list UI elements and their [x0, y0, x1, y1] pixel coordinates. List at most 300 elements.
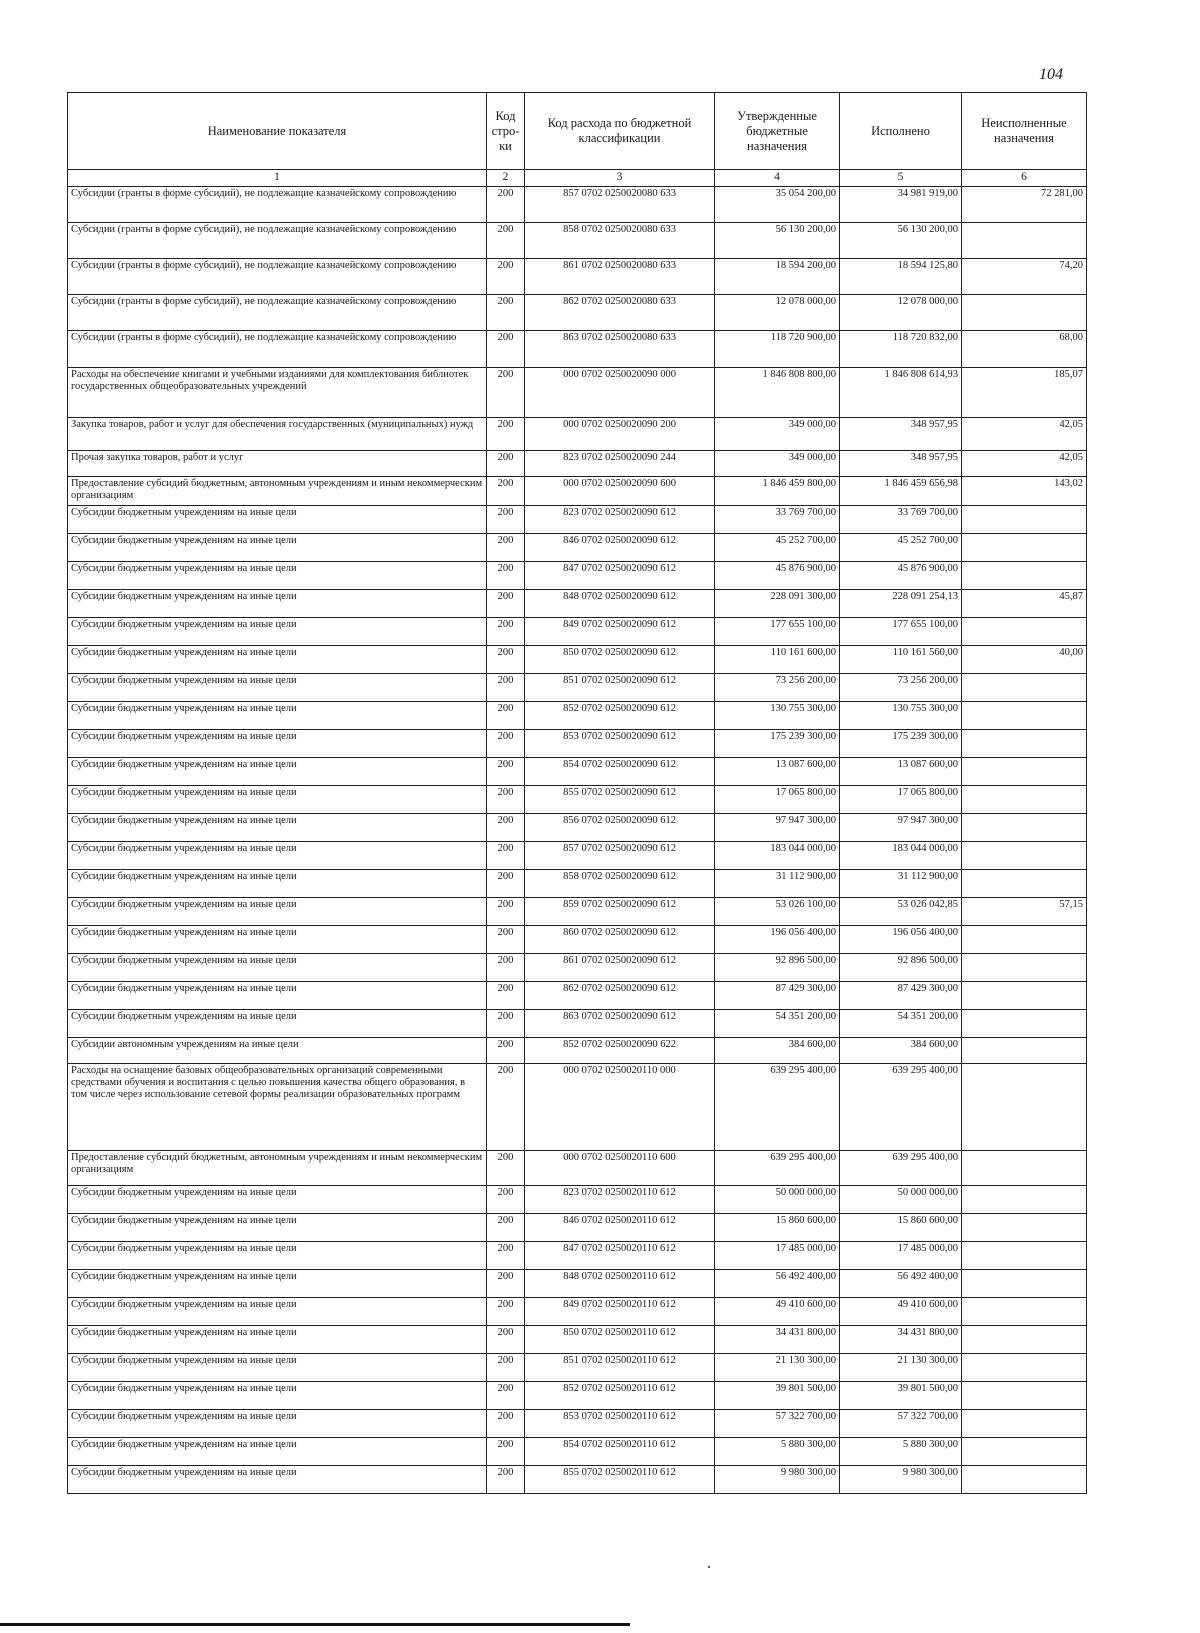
- row-approved: 639 295 400,00: [715, 1064, 840, 1151]
- row-unexecuted: [962, 1466, 1087, 1494]
- table-row: [68, 331, 1087, 368]
- header-approved: Утвержденные бюджетные назначения: [715, 93, 840, 170]
- table-row: [68, 1270, 1087, 1298]
- column-number-row: [68, 170, 1087, 187]
- row-approved: 1 846 808 800,00: [715, 368, 840, 418]
- row-name: Предоставление субсидий бюджетным, автономным учреждениям и иным некоммерческим организациям: [68, 477, 487, 506]
- row-approved: 45 876 900,00: [715, 562, 840, 590]
- table-row: [68, 1326, 1087, 1354]
- row-executed: 1 846 808 614,93: [840, 368, 962, 418]
- row-executed: 97 947 300,00: [840, 814, 962, 842]
- table-row: [68, 451, 1087, 477]
- row-kbk: 848 0702 0250020090 612: [525, 590, 715, 618]
- header-unexecuted: Неисполненные назначения: [962, 93, 1087, 170]
- row-approved: 35 054 200,00: [715, 187, 840, 223]
- row-code: 200: [487, 618, 525, 646]
- row-approved: 1 846 459 800,00: [715, 477, 840, 506]
- row-kbk: 823 0702 0250020090 612: [525, 506, 715, 534]
- row-unexecuted: 40,00: [962, 646, 1087, 674]
- row-kbk: 859 0702 0250020090 612: [525, 898, 715, 926]
- row-name: Субсидии бюджетным учреждениям на иные цели: [68, 1214, 487, 1242]
- row-unexecuted: [962, 562, 1087, 590]
- row-kbk: 854 0702 0250020110 612: [525, 1438, 715, 1466]
- row-kbk: 000 0702 0250020090 600: [525, 477, 715, 506]
- row-executed: 17 485 000,00: [840, 1242, 962, 1270]
- table-row: [68, 1354, 1087, 1382]
- row-code: 200: [487, 1298, 525, 1326]
- row-code: 200: [487, 187, 525, 223]
- header-row: [68, 93, 1087, 170]
- row-approved: 57 322 700,00: [715, 1410, 840, 1438]
- table-body: [68, 187, 1087, 1494]
- table-row: [68, 1438, 1087, 1466]
- row-unexecuted: [962, 1438, 1087, 1466]
- table-row: [68, 842, 1087, 870]
- row-code: 200: [487, 1151, 525, 1186]
- table-row: [68, 730, 1087, 758]
- row-approved: 18 594 200,00: [715, 259, 840, 295]
- row-code: 200: [487, 590, 525, 618]
- row-name: Субсидии бюджетным учреждениям на иные цели: [68, 674, 487, 702]
- row-name: Закупка товаров, работ и услуг для обеспечения государственных (муниципальных) нужд: [68, 418, 487, 451]
- row-approved: 33 769 700,00: [715, 506, 840, 534]
- row-unexecuted: [962, 534, 1087, 562]
- row-name: Расходы на оснащение базовых общеобразовательных организаций современными средствами обучения и воспитания с целью повышения качества общего образования, в том числе через использование сетевой формы реализации образовательных программ: [68, 1064, 487, 1151]
- row-executed: 17 065 800,00: [840, 786, 962, 814]
- row-unexecuted: [962, 1186, 1087, 1214]
- row-name: Предоставление субсидий бюджетным, автономным учреждениям и иным некоммерческим организациям: [68, 1151, 487, 1186]
- row-code: 200: [487, 295, 525, 331]
- row-kbk: 847 0702 0250020110 612: [525, 1242, 715, 1270]
- table-row: [68, 1410, 1087, 1438]
- row-name: Субсидии бюджетным учреждениям на иные цели: [68, 814, 487, 842]
- row-kbk: 861 0702 0250020080 633: [525, 259, 715, 295]
- row-code: 200: [487, 1064, 525, 1151]
- row-executed: 21 130 300,00: [840, 1354, 962, 1382]
- row-approved: 183 044 000,00: [715, 842, 840, 870]
- table-row: [68, 534, 1087, 562]
- table-row: [68, 259, 1087, 295]
- table-row: [68, 1010, 1087, 1038]
- row-unexecuted: [962, 786, 1087, 814]
- row-kbk: 849 0702 0250020110 612: [525, 1298, 715, 1326]
- row-unexecuted: [962, 1038, 1087, 1064]
- row-name: Субсидии бюджетным учреждениям на иные цели: [68, 926, 487, 954]
- row-approved: 9 980 300,00: [715, 1466, 840, 1494]
- header-code: Код стро-ки: [487, 93, 525, 170]
- row-name: Прочая закупка товаров, работ и услуг: [68, 451, 487, 477]
- row-code: 200: [487, 1326, 525, 1354]
- row-executed: 33 769 700,00: [840, 506, 962, 534]
- row-executed: 15 860 600,00: [840, 1214, 962, 1242]
- row-unexecuted: 143,02: [962, 477, 1087, 506]
- row-unexecuted: [962, 295, 1087, 331]
- row-approved: 5 880 300,00: [715, 1438, 840, 1466]
- row-kbk: 851 0702 0250020090 612: [525, 674, 715, 702]
- table-row: [68, 295, 1087, 331]
- row-executed: 228 091 254,13: [840, 590, 962, 618]
- row-code: 200: [487, 982, 525, 1010]
- row-executed: 5 880 300,00: [840, 1438, 962, 1466]
- row-unexecuted: [962, 223, 1087, 259]
- row-unexecuted: [962, 842, 1087, 870]
- row-name: Субсидии бюджетным учреждениям на иные цели: [68, 1466, 487, 1494]
- column-number: 6: [962, 170, 1087, 187]
- column-number: 5: [840, 170, 962, 187]
- row-code: 200: [487, 702, 525, 730]
- row-approved: 196 056 400,00: [715, 926, 840, 954]
- row-approved: 50 000 000,00: [715, 1186, 840, 1214]
- row-code: 200: [487, 1354, 525, 1382]
- row-executed: 384 600,00: [840, 1038, 962, 1064]
- column-number: 2: [487, 170, 525, 187]
- row-executed: 1 846 459 656,98: [840, 477, 962, 506]
- row-name: Субсидии (гранты в форме субсидий), не подлежащие казначейскому сопровождению: [68, 187, 487, 223]
- table-row: [68, 870, 1087, 898]
- row-unexecuted: 72 281,00: [962, 187, 1087, 223]
- row-code: 200: [487, 730, 525, 758]
- row-approved: 130 755 300,00: [715, 702, 840, 730]
- row-executed: 348 957,95: [840, 451, 962, 477]
- row-executed: 348 957,95: [840, 418, 962, 451]
- row-name: Субсидии бюджетным учреждениям на иные цели: [68, 1010, 487, 1038]
- row-executed: 92 896 500,00: [840, 954, 962, 982]
- row-approved: 228 091 300,00: [715, 590, 840, 618]
- row-kbk: 858 0702 0250020090 612: [525, 870, 715, 898]
- row-kbk: 857 0702 0250020090 612: [525, 842, 715, 870]
- row-code: 200: [487, 506, 525, 534]
- row-unexecuted: [962, 982, 1087, 1010]
- row-name: Субсидии бюджетным учреждениям на иные цели: [68, 730, 487, 758]
- row-code: 200: [487, 758, 525, 786]
- row-kbk: 861 0702 0250020090 612: [525, 954, 715, 982]
- row-approved: 349 000,00: [715, 418, 840, 451]
- row-unexecuted: 74,20: [962, 259, 1087, 295]
- row-approved: 56 492 400,00: [715, 1270, 840, 1298]
- row-approved: 87 429 300,00: [715, 982, 840, 1010]
- row-code: 200: [487, 926, 525, 954]
- row-kbk: 849 0702 0250020090 612: [525, 618, 715, 646]
- row-code: 200: [487, 1010, 525, 1038]
- row-executed: 45 876 900,00: [840, 562, 962, 590]
- row-code: 200: [487, 534, 525, 562]
- row-name: Субсидии бюджетным учреждениям на иные цели: [68, 618, 487, 646]
- column-number: 4: [715, 170, 840, 187]
- row-name: Субсидии бюджетным учреждениям на иные цели: [68, 1438, 487, 1466]
- row-approved: 97 947 300,00: [715, 814, 840, 842]
- row-unexecuted: [962, 1270, 1087, 1298]
- row-kbk: 853 0702 0250020090 612: [525, 730, 715, 758]
- row-executed: 9 980 300,00: [840, 1466, 962, 1494]
- row-executed: 13 087 600,00: [840, 758, 962, 786]
- row-approved: 349 000,00: [715, 451, 840, 477]
- row-executed: 53 026 042,85: [840, 898, 962, 926]
- row-executed: 87 429 300,00: [840, 982, 962, 1010]
- row-name: Субсидии бюджетным учреждениям на иные цели: [68, 982, 487, 1010]
- row-kbk: 862 0702 0250020080 633: [525, 295, 715, 331]
- row-executed: 39 801 500,00: [840, 1382, 962, 1410]
- row-kbk: 855 0702 0250020090 612: [525, 786, 715, 814]
- row-name: Субсидии бюджетным учреждениям на иные цели: [68, 842, 487, 870]
- row-unexecuted: [962, 758, 1087, 786]
- row-kbk: 850 0702 0250020110 612: [525, 1326, 715, 1354]
- row-name: Субсидии бюджетным учреждениям на иные цели: [68, 590, 487, 618]
- table-row: [68, 674, 1087, 702]
- row-unexecuted: [962, 1010, 1087, 1038]
- row-unexecuted: [962, 506, 1087, 534]
- row-executed: 45 252 700,00: [840, 534, 962, 562]
- row-unexecuted: [962, 870, 1087, 898]
- row-name: Субсидии бюджетным учреждениям на иные цели: [68, 898, 487, 926]
- row-kbk: 860 0702 0250020090 612: [525, 926, 715, 954]
- row-unexecuted: [962, 1298, 1087, 1326]
- row-approved: 54 351 200,00: [715, 1010, 840, 1038]
- row-kbk: 853 0702 0250020110 612: [525, 1410, 715, 1438]
- row-unexecuted: [962, 1410, 1087, 1438]
- row-code: 200: [487, 870, 525, 898]
- table-row: [68, 1382, 1087, 1410]
- row-approved: 53 026 100,00: [715, 898, 840, 926]
- row-unexecuted: 45,87: [962, 590, 1087, 618]
- column-number: 3: [525, 170, 715, 187]
- row-executed: 175 239 300,00: [840, 730, 962, 758]
- row-executed: 183 044 000,00: [840, 842, 962, 870]
- row-code: 200: [487, 898, 525, 926]
- row-kbk: 858 0702 0250020080 633: [525, 223, 715, 259]
- row-code: 200: [487, 477, 525, 506]
- row-approved: 384 600,00: [715, 1038, 840, 1064]
- row-kbk: 852 0702 0250020090 612: [525, 702, 715, 730]
- row-unexecuted: [962, 1214, 1087, 1242]
- table-row: [68, 926, 1087, 954]
- row-unexecuted: [962, 1064, 1087, 1151]
- row-unexecuted: [962, 730, 1087, 758]
- row-approved: 13 087 600,00: [715, 758, 840, 786]
- row-name: Субсидии бюджетным учреждениям на иные цели: [68, 870, 487, 898]
- row-code: 200: [487, 786, 525, 814]
- table-row: [68, 646, 1087, 674]
- row-name: Субсидии бюджетным учреждениям на иные цели: [68, 1242, 487, 1270]
- table-row: [68, 1214, 1087, 1242]
- row-kbk: 857 0702 0250020080 633: [525, 187, 715, 223]
- table-row: [68, 1466, 1087, 1494]
- row-unexecuted: 185,07: [962, 368, 1087, 418]
- row-name: Субсидии бюджетным учреждениям на иные цели: [68, 758, 487, 786]
- table-row: [68, 1151, 1087, 1186]
- table-row: [68, 590, 1087, 618]
- row-kbk: 862 0702 0250020090 612: [525, 982, 715, 1010]
- row-executed: 50 000 000,00: [840, 1186, 962, 1214]
- row-name: Субсидии бюджетным учреждениям на иные цели: [68, 1382, 487, 1410]
- row-kbk: 854 0702 0250020090 612: [525, 758, 715, 786]
- row-kbk: 851 0702 0250020110 612: [525, 1354, 715, 1382]
- table-row: [68, 982, 1087, 1010]
- row-code: 200: [487, 368, 525, 418]
- row-unexecuted: 68,00: [962, 331, 1087, 368]
- row-unexecuted: [962, 1382, 1087, 1410]
- row-executed: 31 112 900,00: [840, 870, 962, 898]
- row-executed: 130 755 300,00: [840, 702, 962, 730]
- row-kbk: 000 0702 0250020110 000: [525, 1064, 715, 1151]
- budget-execution-table: [67, 92, 1087, 1494]
- row-approved: 34 431 800,00: [715, 1326, 840, 1354]
- table-row: [68, 954, 1087, 982]
- header-kbk: Код расхода по бюджетной классификации: [525, 93, 715, 170]
- table-row: [68, 702, 1087, 730]
- row-kbk: 846 0702 0250020110 612: [525, 1214, 715, 1242]
- table-row: [68, 1242, 1087, 1270]
- row-executed: 118 720 832,00: [840, 331, 962, 368]
- row-code: 200: [487, 451, 525, 477]
- row-kbk: 850 0702 0250020090 612: [525, 646, 715, 674]
- row-code: 200: [487, 646, 525, 674]
- row-code: 200: [487, 1410, 525, 1438]
- row-executed: 639 295 400,00: [840, 1151, 962, 1186]
- row-kbk: 848 0702 0250020110 612: [525, 1270, 715, 1298]
- row-code: 200: [487, 1270, 525, 1298]
- row-executed: 18 594 125,80: [840, 259, 962, 295]
- row-kbk: 855 0702 0250020110 612: [525, 1466, 715, 1494]
- row-executed: 12 078 000,00: [840, 295, 962, 331]
- row-executed: 57 322 700,00: [840, 1410, 962, 1438]
- row-approved: 73 256 200,00: [715, 674, 840, 702]
- row-executed: 49 410 600,00: [840, 1298, 962, 1326]
- row-executed: 196 056 400,00: [840, 926, 962, 954]
- row-kbk: 852 0702 0250020090 622: [525, 1038, 715, 1064]
- table-row: [68, 223, 1087, 259]
- row-kbk: 823 0702 0250020090 244: [525, 451, 715, 477]
- table-row: [68, 562, 1087, 590]
- row-code: 200: [487, 1186, 525, 1214]
- row-name: Субсидии бюджетным учреждениям на иные цели: [68, 534, 487, 562]
- row-unexecuted: [962, 954, 1087, 982]
- row-name: Субсидии бюджетным учреждениям на иные цели: [68, 1298, 487, 1326]
- row-approved: 45 252 700,00: [715, 534, 840, 562]
- row-executed: 34 981 919,00: [840, 187, 962, 223]
- row-code: 200: [487, 223, 525, 259]
- table-row: [68, 1298, 1087, 1326]
- row-kbk: 000 0702 0250020110 600: [525, 1151, 715, 1186]
- row-name: Субсидии бюджетным учреждениям на иные цели: [68, 646, 487, 674]
- row-name: Субсидии бюджетным учреждениям на иные цели: [68, 954, 487, 982]
- row-name: Субсидии (гранты в форме субсидий), не подлежащие казначейскому сопровождению: [68, 259, 487, 295]
- row-approved: 12 078 000,00: [715, 295, 840, 331]
- row-name: Расходы на обеспечение книгами и учебными изданиями для комплектования библиотек государственных общеобразовательных учреждений: [68, 368, 487, 418]
- row-code: 200: [487, 674, 525, 702]
- row-code: 200: [487, 331, 525, 368]
- row-kbk: 000 0702 0250020090 200: [525, 418, 715, 451]
- header-executed: Исполнено: [840, 93, 962, 170]
- row-unexecuted: [962, 926, 1087, 954]
- row-code: 200: [487, 1214, 525, 1242]
- row-approved: 39 801 500,00: [715, 1382, 840, 1410]
- row-unexecuted: [962, 1326, 1087, 1354]
- row-approved: 17 065 800,00: [715, 786, 840, 814]
- row-executed: 639 295 400,00: [840, 1064, 962, 1151]
- table-row: [68, 758, 1087, 786]
- row-executed: 54 351 200,00: [840, 1010, 962, 1038]
- row-unexecuted: [962, 1354, 1087, 1382]
- table-row: [68, 477, 1087, 506]
- header-name: Наименование показателя: [68, 93, 487, 170]
- row-name: Субсидии бюджетным учреждениям на иные цели: [68, 1186, 487, 1214]
- row-executed: 56 492 400,00: [840, 1270, 962, 1298]
- row-executed: 56 130 200,00: [840, 223, 962, 259]
- table-row: [68, 786, 1087, 814]
- row-unexecuted: [962, 702, 1087, 730]
- row-code: 200: [487, 259, 525, 295]
- row-unexecuted: [962, 618, 1087, 646]
- row-name: Субсидии (гранты в форме субсидий), не подлежащие казначейскому сопровождению: [68, 295, 487, 331]
- row-name: Субсидии бюджетным учреждениям на иные цели: [68, 1354, 487, 1382]
- row-approved: 21 130 300,00: [715, 1354, 840, 1382]
- scan-speck: [708, 1566, 710, 1568]
- table-row: [68, 814, 1087, 842]
- row-code: 200: [487, 1466, 525, 1494]
- column-number: 1: [68, 170, 487, 187]
- row-kbk: 823 0702 0250020110 612: [525, 1186, 715, 1214]
- row-code: 200: [487, 814, 525, 842]
- row-code: 200: [487, 418, 525, 451]
- row-name: Субсидии бюджетным учреждениям на иные цели: [68, 786, 487, 814]
- table-row: [68, 187, 1087, 223]
- row-code: 200: [487, 842, 525, 870]
- row-unexecuted: 42,05: [962, 418, 1087, 451]
- row-approved: 639 295 400,00: [715, 1151, 840, 1186]
- row-unexecuted: [962, 1151, 1087, 1186]
- row-name: Субсидии (гранты в форме субсидий), не подлежащие казначейскому сопровождению: [68, 223, 487, 259]
- row-name: Субсидии бюджетным учреждениям на иные цели: [68, 702, 487, 730]
- row-approved: 110 161 600,00: [715, 646, 840, 674]
- row-approved: 49 410 600,00: [715, 1298, 840, 1326]
- scan-edge-line: [0, 1623, 630, 1626]
- row-name: Субсидии бюджетным учреждениям на иные цели: [68, 1410, 487, 1438]
- row-kbk: 852 0702 0250020110 612: [525, 1382, 715, 1410]
- row-code: 200: [487, 954, 525, 982]
- row-executed: 177 655 100,00: [840, 618, 962, 646]
- row-kbk: 856 0702 0250020090 612: [525, 814, 715, 842]
- table-row: [68, 368, 1087, 418]
- row-code: 200: [487, 1242, 525, 1270]
- row-unexecuted: 57,15: [962, 898, 1087, 926]
- row-name: Субсидии автономным учреждениям на иные цели: [68, 1038, 487, 1064]
- row-name: Субсидии (гранты в форме субсидий), не подлежащие казначейскому сопровождению: [68, 331, 487, 368]
- row-unexecuted: [962, 1242, 1087, 1270]
- table-row: [68, 1064, 1087, 1151]
- row-code: 200: [487, 1038, 525, 1064]
- row-executed: 73 256 200,00: [840, 674, 962, 702]
- table-row: [68, 418, 1087, 451]
- table-row: [68, 1038, 1087, 1064]
- row-approved: 15 860 600,00: [715, 1214, 840, 1242]
- row-executed: 34 431 800,00: [840, 1326, 962, 1354]
- row-name: Субсидии бюджетным учреждениям на иные цели: [68, 1270, 487, 1298]
- table-row: [68, 1186, 1087, 1214]
- row-approved: 118 720 900,00: [715, 331, 840, 368]
- table-row: [68, 898, 1087, 926]
- row-unexecuted: [962, 674, 1087, 702]
- row-approved: 17 485 000,00: [715, 1242, 840, 1270]
- row-approved: 92 896 500,00: [715, 954, 840, 982]
- row-unexecuted: 42,05: [962, 451, 1087, 477]
- row-kbk: 000 0702 0250020090 000: [525, 368, 715, 418]
- row-name: Субсидии бюджетным учреждениям на иные цели: [68, 506, 487, 534]
- row-code: 200: [487, 1438, 525, 1466]
- row-kbk: 846 0702 0250020090 612: [525, 534, 715, 562]
- row-kbk: 863 0702 0250020090 612: [525, 1010, 715, 1038]
- row-executed: 110 161 560,00: [840, 646, 962, 674]
- row-unexecuted: [962, 814, 1087, 842]
